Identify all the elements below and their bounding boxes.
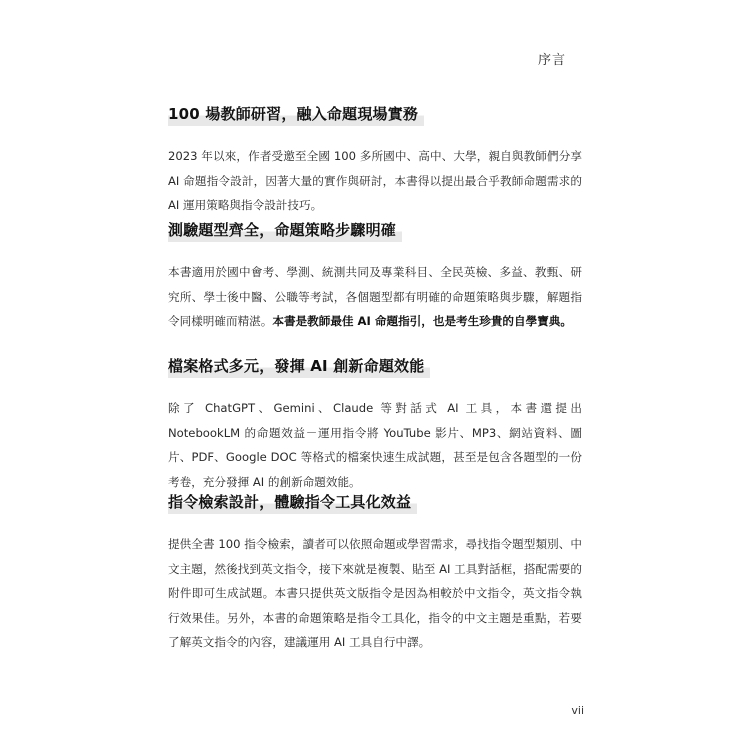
section-teacher-workshops — [168, 103, 582, 218]
paragraph-text: 本書適用於國中會考、學測、統測共同及專業科目、全民英檢、多益、教甄、研究所、學士後中醫、公職等考試，各個題型都有明確的命題策略與步驟，解題指令同樣明確而精湛。 — [168, 265, 582, 328]
section-paragraph — [168, 260, 582, 334]
section-paragraph: 2023 年以來，作者受邀至全國 100 多所國中、高中、大學，親自與教師們分享 AI 命題指令設計，因著大量的實作與研討，本書得以提出最合乎教師命題需求的 AI 運用策略與指令設計技巧。 — [168, 149, 582, 212]
section-heading: 測驗題型齊全，命題策略步驟明確 — [168, 219, 402, 242]
section-paragraph: 提供全書 100 指令檢索，讀者可以依照命題或學習需求，尋找指令題型類別、中文主題，然後找到英文指令，接下來就是複製、貼至 AI 工具對話框，搭配需要的附件即可生成試題。本書只提供英文版指令是因為相較於中文指令，英文指令執行效果佳。另外，本書的命題策略是指令工具化，指令的中文主題是重點，若要了解英文指令的內容，建議運用 AI 工具自行中譯。 — [168, 537, 582, 649]
section-heading: 100 場教師研習，融入命題現場實務 — [168, 103, 424, 126]
section-heading: 檔案格式多元，發揮 AI 創新命題效能 — [168, 355, 430, 378]
page-number: vii — [571, 704, 584, 717]
section-question-types — [168, 219, 582, 334]
section-paragraph: 除了 ChatGPT、Gemini、Claude 等對話式 AI 工具，本書還提出 NotebookLM 的命題效益－運用指令將 YouTube 影片、MP3、網站資料、圖片、PDF、Google DOC 等格式的檔案快速生成試題，甚至是包含各題型的一份考卷，充分發揮 AI 的創新命題效能。 — [168, 401, 582, 489]
section-prompt-index — [168, 491, 582, 655]
section-file-formats — [168, 355, 582, 494]
paragraph-emphasis: 本書是教師最佳 AI 命題指引，也是考生珍貴的自學寶典。 — [272, 314, 572, 328]
section-heading: 指令檢索設計，體驗指令工具化效益 — [168, 491, 417, 514]
running-header: 序言 — [537, 53, 566, 68]
